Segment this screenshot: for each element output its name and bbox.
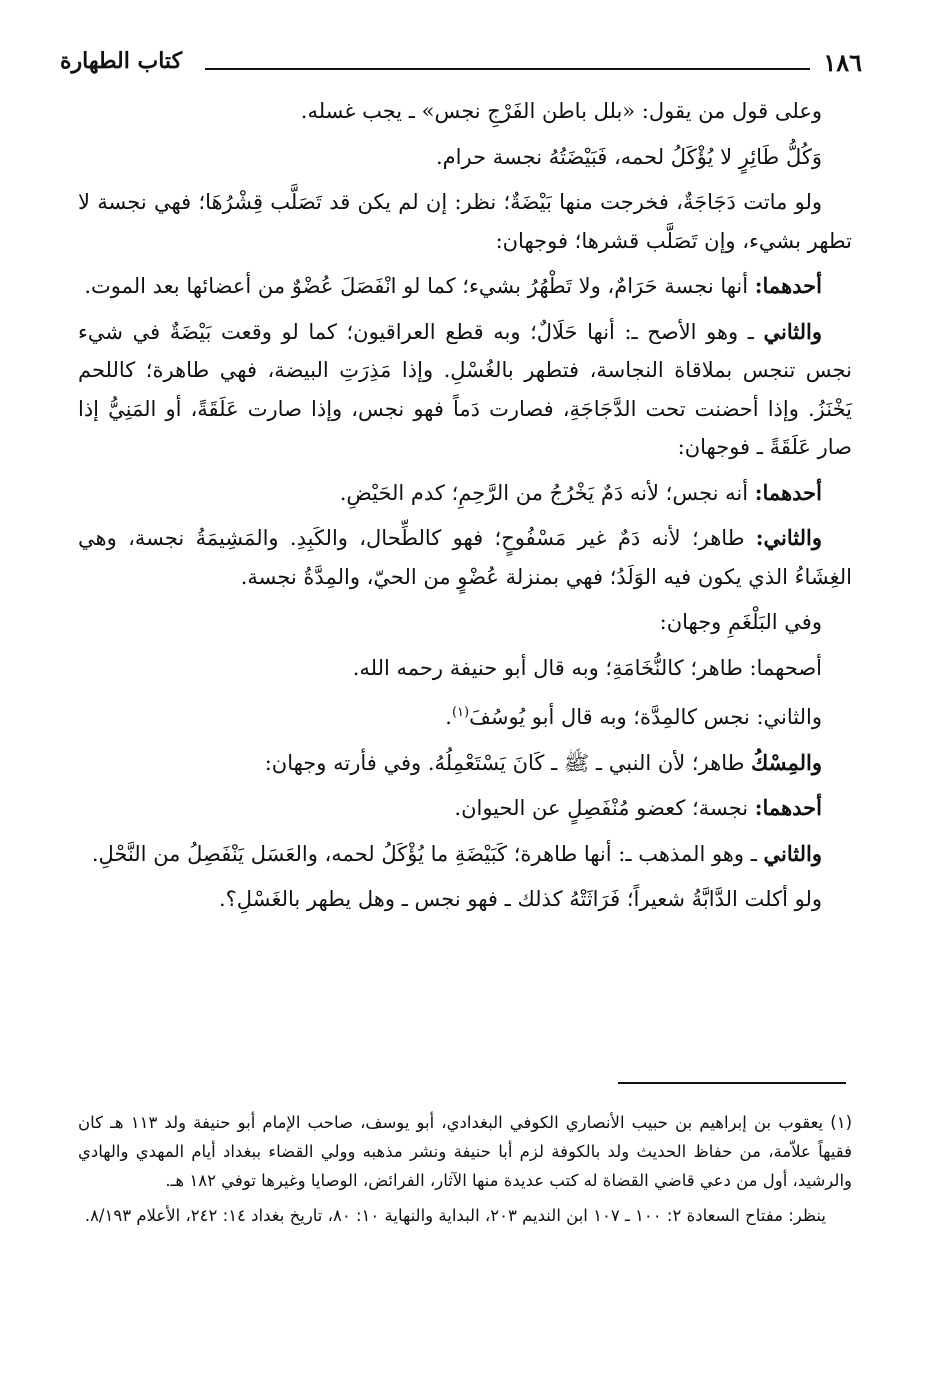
paragraph-lead: أحدهما: xyxy=(754,479,822,505)
paragraph-lead: والثاني xyxy=(763,840,822,866)
footnotes xyxy=(78,1108,852,1236)
paragraph: والثاني: نجس كالمِدَّة؛ وبه قال أبو يُوسُفَ$^{(١)}$. xyxy=(445,705,822,729)
paragraph: وعلى قول من يقول: «بلل باطن الفَرْجِ نجس» ـ يجب غسله. xyxy=(300,99,822,123)
paragraph: وَكُلُّ طَائِرٍ لا يُؤْكَلُ لحمه، فَبَيْضَتُهُ نجسة حرام. xyxy=(435,144,822,169)
header-rule xyxy=(205,68,810,70)
paragraph: والمِسْكُ طاهر؛ لأن النبي ـ ﷺ ـ كَانَ يَسْتَعْمِلُهُ. وفي فأرته وجهان: xyxy=(264,749,822,775)
paragraph: أحدهما: أنها نجسة حَرَامٌ، ولا تَطْهُرُ بشيء؛ كما لو انْفَصَلَ عُضْوٌ من أعضائها بعد الموت. xyxy=(84,273,822,298)
footnote-references: ينظر: مفتاح السعادة ٢: ١٠٠ ـ ١٠٧ ابن النديم ٢٠٣، البداية والنهاية ١٠: ٨٠، تاريخ بغداد ١٤: ٢٤٢، الأعلام ٨/١٩٣. xyxy=(84,1206,826,1225)
paragraph: ولو أكلت الدَّابَّةُ شعيراً؛ فَرَاثَتْهُ كذلك ـ فهو نجس ـ وهل يطهر بالغَسْلِ؟. xyxy=(218,887,822,911)
paragraph-lead: والثاني xyxy=(763,318,822,344)
footnote-separator xyxy=(618,1082,846,1084)
running-title: كتاب الطهارة xyxy=(60,48,183,74)
paragraph-lead: والمِسْكُ xyxy=(751,749,822,775)
footnote-marker[interactable]: (١) xyxy=(451,705,470,720)
paragraph: وفي البَلْغَمِ وجهان: xyxy=(659,610,822,634)
paragraph: أحدهما: نجسة؛ كعضو مُنْفَصِلٍ عن الحيوان. xyxy=(454,795,822,820)
paragraph: أحدهما: أنه نجس؛ لأنه دَمٌ يَخْرُجُ من الرَّحِمِ؛ كدم الحَيْضِ. xyxy=(339,479,822,505)
paragraph: والثاني ـ وهو المذهب ـ: أنها طاهرة؛ كَبَيْضَةِ ما يُؤْكَلُ لحمه، والعَسَل يَنْفَصِلُ من النَّحْلِ. xyxy=(91,840,822,866)
paragraph: والثاني ـ وهو الأصح ـ: أنها حَلَالٌ؛ وبه قطع العراقيون؛ كما لو وقعت بَيْضَةٌ في شيء نجس تنجس بملاقاة النجاسة، فتطهر بالغُسْلِ. وإذا مَذِرَتِ البيضة، فهي طاهرة؛ كاللحم يَخْنَزُ. وإذا أحضنت تحت الدَّجَاجَةِ، فصارت دَماً فهو نجس، وإذا صارت عَلَقَةً، أو المَنِيُّ إذا صار عَلَقَةً ـ فوجهان: xyxy=(78,318,852,459)
page-header xyxy=(60,48,870,82)
footnote: (١) يعقوب بن إبراهيم بن حبيب الأنصاري الكوفي البغدادي، أبو يوسف، صاحب الإمام أبو حنيفة ولد ١١٣ هـ كان فقيهاً علاّمة، من حفاظ الحديث ولد بالكوفة لزم أبا حنيفة ونشر مذهبه وولي القضاء ببغداد أيام المهدي والهادي والرشيد، أول من دعي قاضي القضاة له كتب عديدة منها الآثار، الفرائض، الوصايا وغيرها توفي ١٨٢ هـ. xyxy=(78,1113,852,1190)
paragraph: ولو ماتت دَجَاجَةٌ، فخرجت منها بَيْضَةٌ؛ نظر: إن لم يكن قد تَصَلَّب قِشْرُهَا؛ فهي نجسة لا تطهر بشيء، وإن تَصَلَّب قشرها؛ فوجهان: xyxy=(78,190,852,253)
paragraph-lead: أحدهما: xyxy=(754,273,822,298)
paragraph-lead: أحدهما: xyxy=(754,795,822,820)
paragraph-lead: والثاني: xyxy=(755,525,822,550)
paragraph: أصحهما: طاهر؛ كالنُّخَامَةِ؛ وبه قال أبو حنيفة رحمه الله. xyxy=(352,655,822,680)
page-number: ١٨٦ xyxy=(823,48,862,77)
paragraph: والثاني: طاهر؛ لأنه دَمٌ غير مَسْفُوحٍ؛ فهو كالطِّحال، والكَبِدِ. والمَشِيمَةُ نجسة، وهي الغِشَاءُ الذي يكون فيه الوَلَدُ؛ فهي بمنزلة عُضْوٍ من الحيّ، والمِدَّةُ نجسة. xyxy=(78,525,852,589)
main-text xyxy=(78,92,852,926)
